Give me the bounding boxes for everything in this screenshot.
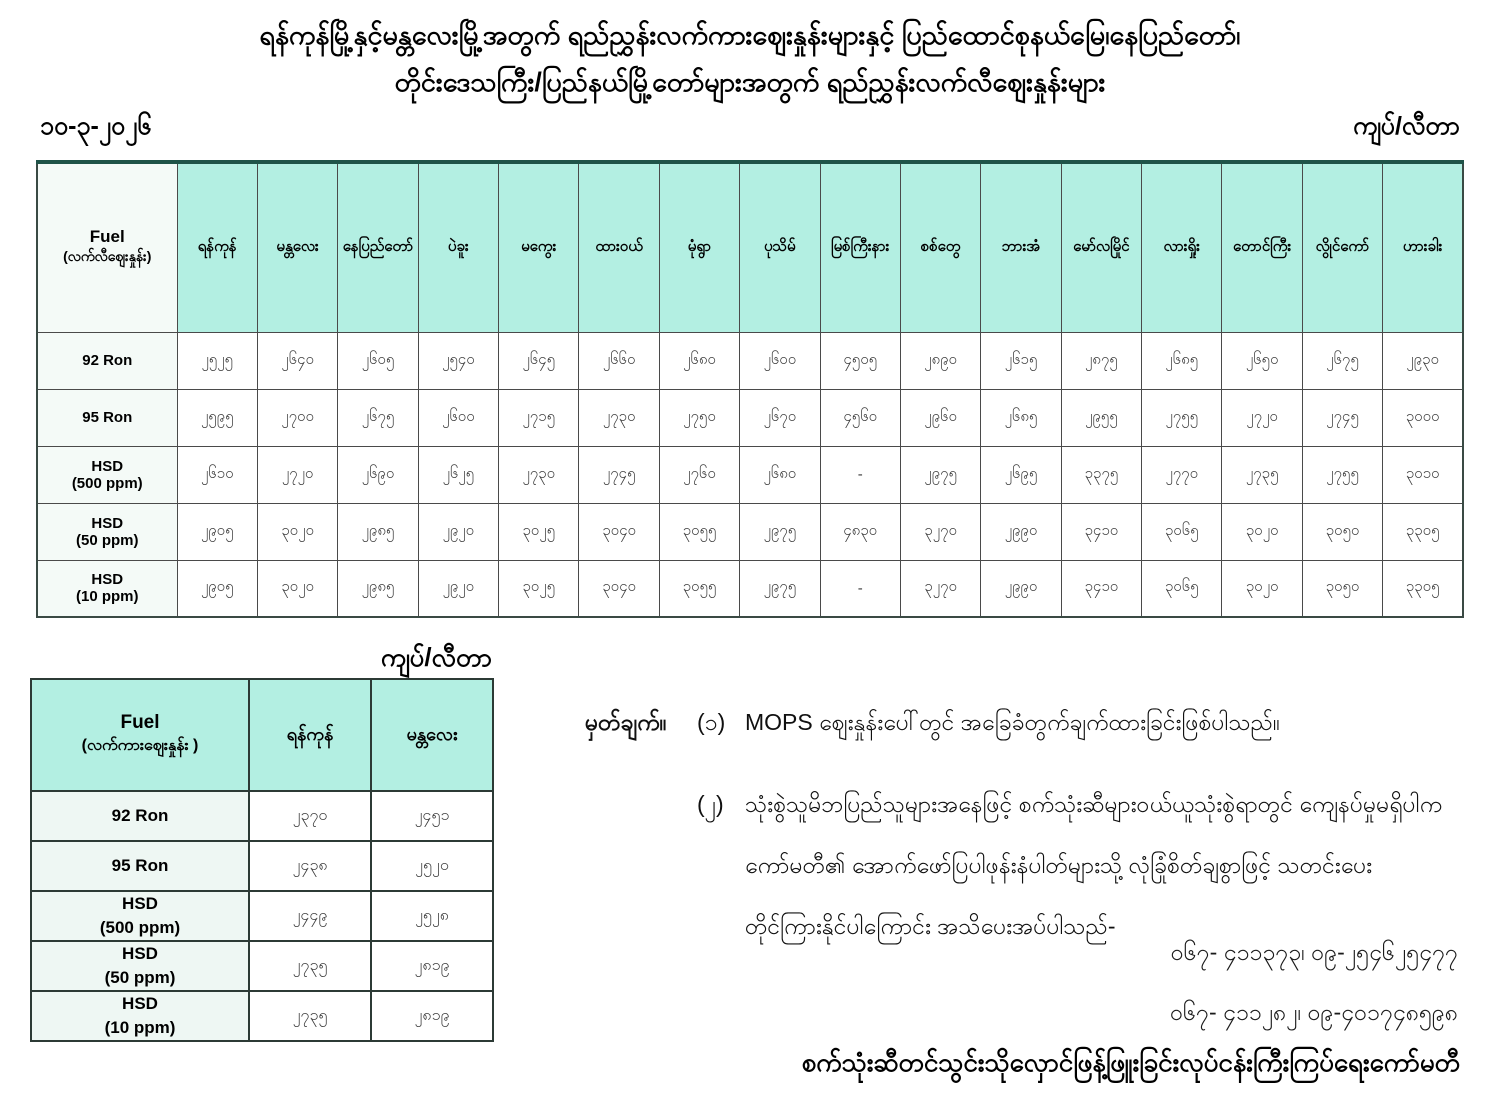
price-cell: ၂၆၉၀ xyxy=(338,446,418,503)
city-header-loikaw: လွိုင်ကော် xyxy=(1302,162,1382,332)
price-cell: ၃၀၄၀ xyxy=(579,560,659,617)
fuel-row-label xyxy=(37,446,177,503)
price-cell: ၃၂၇၀ xyxy=(900,560,980,617)
price-cell: ၃၀၅၀ xyxy=(1302,503,1382,560)
fuel-row-label-line1: HSD xyxy=(122,894,158,913)
city-header-yangon: ရန်ကုန် xyxy=(249,679,371,791)
price-cell: ၂၆၈၅ xyxy=(1142,332,1222,389)
fuel-header-line2: (လက်လီဈေးနှုန်း) xyxy=(63,248,152,265)
price-cell: ၂၆၈၀ xyxy=(659,332,739,389)
city-header-bago: ပဲခူး xyxy=(418,162,498,332)
fuel-row-label xyxy=(37,503,177,560)
fuel-row-label-line2: (500 ppm) xyxy=(71,474,143,492)
city-header-mandalay: မန္တလေး xyxy=(371,679,493,791)
price-cell: ၂၆၇၅ xyxy=(1302,332,1382,389)
fuel-row-label-line1: HSD xyxy=(91,571,124,589)
price-cell: ၄၅၆၀ xyxy=(820,389,900,446)
city-header-pathein: ပုသိမ် xyxy=(740,162,820,332)
price-cell: ၂၆၀၀ xyxy=(740,332,820,389)
fuel-row-label-line2: (10 ppm) xyxy=(104,1018,176,1037)
price-cell: ၃၀၆၅ xyxy=(1142,560,1222,617)
fuel-header-line1: Fuel xyxy=(89,227,125,247)
price-cell: ၂၆၂၅ xyxy=(418,446,498,503)
fuel-header-cell xyxy=(37,162,177,332)
price-cell: ၂၉၉၀ xyxy=(981,503,1061,560)
price-cell: ၂၉၇၅ xyxy=(740,560,820,617)
fuel-row-label-line1: HSD xyxy=(122,994,158,1013)
price-cell: ၂၇၄၅ xyxy=(1302,389,1382,446)
committee-name: စက်သုံးဆီတင်သွင်းသိုလှောင်ဖြန့်ဖြူးခြင်းလုပ်ငန်းကြီးကြပ်ရေးကော်မတီ xyxy=(801,1047,1460,1077)
price-cell: ၂၇၄၅ xyxy=(579,446,659,503)
title-line2: တိုင်းဒေသကြီး/ပြည်နယ်မြို့တော်များအတွက် ရည်ညွှန်းလက်လီဈေးနှုန်းများ xyxy=(394,67,1106,97)
retail-row-95ron xyxy=(37,389,1463,446)
report-date: ၁၀-၃-၂၀၂၆ xyxy=(40,112,152,140)
price-cell: ၂၆၀၀ xyxy=(418,389,498,446)
fuel-row-label-line1: 95 Ron xyxy=(82,409,133,426)
price-cell: ၃၃၇၅ xyxy=(1061,446,1141,503)
price-cell: ၂၆၇၀ xyxy=(740,389,820,446)
retail-row-hsd10 xyxy=(37,560,1463,617)
price-cell: ၃၄၁၀ xyxy=(1061,560,1141,617)
price-cell: ၂၇၁၅ xyxy=(499,389,579,446)
price-cell: ၂၆၅၀ xyxy=(1222,332,1302,389)
note-2-number: (၂) xyxy=(697,791,724,817)
price-cell: ၃၂၇၀ xyxy=(900,503,980,560)
price-cell: ၂၅၂၈ xyxy=(371,891,493,941)
fuel-row-label xyxy=(31,791,249,841)
fuel-row-label-line1: HSD xyxy=(122,944,158,963)
price-cell: ၂၇၃၅ xyxy=(1222,446,1302,503)
price-cell: ၃၃၀၅ xyxy=(1383,560,1463,617)
price-cell: ၂၇၃၀ xyxy=(499,446,579,503)
price-cell: ၃၀၂၅ xyxy=(499,503,579,560)
price-cell: ၃၀၀၀ xyxy=(1383,389,1463,446)
price-cell: ၄၈၃၀ xyxy=(820,503,900,560)
price-cell: ၂၇၅၀ xyxy=(659,389,739,446)
price-cell: ၄၅၀၅ xyxy=(820,332,900,389)
price-cell: ၂၇၅၅ xyxy=(1302,446,1382,503)
price-cell: ၂၆၄၅ xyxy=(499,332,579,389)
city-header-taunggyi: တောင်ကြီး xyxy=(1222,162,1302,332)
retail-header-row xyxy=(37,162,1463,332)
price-cell: ၃၀၅၅ xyxy=(659,560,739,617)
phone-line-1: ၀၆၇- ၄၁၁၃၇၃၊ ၀၉-၂၅၄၆၂၅၄၇၇ xyxy=(1170,939,1458,965)
price-cell: ၂၇၃၅ xyxy=(249,941,371,991)
wholesale-row-95ron xyxy=(31,841,493,891)
price-cell: ၃၀၄၀ xyxy=(579,503,659,560)
city-header-mandalay: မန္တလေး xyxy=(257,162,337,332)
price-cell: - xyxy=(820,446,900,503)
price-cell: ၂၉၀၅ xyxy=(177,503,257,560)
fuel-row-label xyxy=(37,332,177,389)
retail-row-92ron xyxy=(37,332,1463,389)
price-cell: ၂၉၆၀ xyxy=(900,389,980,446)
fuel-row-label-line1: 92 Ron xyxy=(111,806,169,825)
fuel-row-label xyxy=(37,389,177,446)
phone-numbers xyxy=(1170,922,1458,1042)
price-cell: ၂၇၂၀ xyxy=(1222,389,1302,446)
price-cell: ၂၈၁၉ xyxy=(371,941,493,991)
fuel-row-label xyxy=(31,991,249,1041)
city-header-mawlamyine: မော်လမြိုင် xyxy=(1061,162,1141,332)
wholesale-row-hsd500 xyxy=(31,891,493,941)
city-header-yangon: ရန်ကုန် xyxy=(177,162,257,332)
fuel-header-line2: (လက်ကားဈေးနှုန်း ) xyxy=(81,737,199,754)
fuel-row-label-line1: 92 Ron xyxy=(82,352,133,369)
price-cell: ၂၉၀၅ xyxy=(177,560,257,617)
price-cell: - xyxy=(820,560,900,617)
title-line1: ရန်ကုန်မြို့နှင့်မန္တလေးမြို့အတွက် ရည်ညွှန်းလက်ကားဈေးနှုန်းများနှင့် ပြည်ထောင်စုနယ်မြေ၊နေပြည်တော်၊ xyxy=(259,20,1241,50)
fuel-header-line1: Fuel xyxy=(120,712,160,733)
price-cell: ၂၆၁၀ xyxy=(177,446,257,503)
city-header-monywa: မုံရွာ xyxy=(659,162,739,332)
price-cell: ၂၉၉၀ xyxy=(981,560,1061,617)
retail-price-table xyxy=(36,160,1464,618)
price-cell: ၂၉၂၀ xyxy=(418,503,498,560)
city-header-hpaan: ဘားအံ xyxy=(981,162,1061,332)
price-cell: ၂၆၈၀ xyxy=(740,446,820,503)
fuel-header-cell xyxy=(31,679,249,791)
notes-section xyxy=(585,700,1500,957)
fuel-row-label xyxy=(31,891,249,941)
city-header-lashio: လားရှိုး xyxy=(1142,162,1222,332)
note-1-number: (၁) xyxy=(697,709,726,735)
wholesale-row-92ron xyxy=(31,791,493,841)
phone-line-2: ၀၆၇- ၄၁၁၂၈၂၊ ၀၉-၄၀၁၇၄၈၅၉၈ xyxy=(1170,999,1458,1025)
price-cell: ၂၆၈၅ xyxy=(981,389,1061,446)
price-cell: ၃၀၁၀ xyxy=(1383,446,1463,503)
wholesale-row-hsd10 xyxy=(31,991,493,1041)
city-header-myitkyina: မြစ်ကြီးနား xyxy=(820,162,900,332)
price-cell: ၂၇၃၅ xyxy=(249,991,371,1041)
price-cell: ၂၅၉၅ xyxy=(177,389,257,446)
price-cell: ၂၈၉၀ xyxy=(900,332,980,389)
price-cell: ၂၅၂၅ xyxy=(177,332,257,389)
price-cell: ၂၉၈၅ xyxy=(338,503,418,560)
retail-row-hsd500 xyxy=(37,446,1463,503)
retail-row-hsd50 xyxy=(37,503,1463,560)
fuel-row-label xyxy=(31,841,249,891)
price-cell: ၃၄၁၀ xyxy=(1061,503,1141,560)
price-cell: ၂၆၇၅ xyxy=(338,389,418,446)
price-cell: ၂၉၅၅ xyxy=(1061,389,1141,446)
price-cell: ၂၄၄၉ xyxy=(249,891,371,941)
unit-label-top: ကျပ်/လီတာ xyxy=(1353,112,1460,140)
fuel-row-label-line1: 95 Ron xyxy=(111,856,169,875)
city-header-naypyitaw: နေပြည်တော် xyxy=(338,162,418,332)
note-2-line2: ကော်မတီ၏ အောက်ဖော်ပြပါဖုန်းနံပါတ်များသို့ လုံခြုံစိတ်ချစွာဖြင့် သတင်းပေး xyxy=(745,852,1373,878)
price-cell: ၂၆၄၀ xyxy=(257,332,337,389)
price-cell: ၂၅၄၀ xyxy=(418,332,498,389)
price-cell: ၂၇၆၀ xyxy=(659,446,739,503)
wholesale-price-table xyxy=(30,678,494,1042)
fuel-row-label-line2: (10 ppm) xyxy=(75,588,139,606)
wholesale-row-hsd50 xyxy=(31,941,493,991)
price-cell: ၃၀၂၀ xyxy=(257,560,337,617)
note-item-1 xyxy=(585,700,1500,744)
unit-label-wholesale: ကျပ်/လီတာ xyxy=(380,642,492,672)
price-cell: ၃၀၅၀ xyxy=(1302,560,1382,617)
city-header-sittwe: စစ်တွေ xyxy=(900,162,980,332)
price-cell: ၂၉၂၀ xyxy=(418,560,498,617)
price-cell: ၂၇၃၀ xyxy=(579,389,659,446)
note-2-line3: တိုင်ကြားနိုင်ပါကြောင်း အသိပေးအပ်ပါသည်- xyxy=(745,913,1116,939)
price-cell: ၃၀၂၀ xyxy=(1222,503,1302,560)
price-cell: ၂၇၇၀ xyxy=(1142,446,1222,503)
price-cell: ၂၅၂၀ xyxy=(371,841,493,891)
price-cell: ၂၆၁၅ xyxy=(981,332,1061,389)
price-cell: ၂၄၃၈ xyxy=(249,841,371,891)
fuel-row-label-line2: (500 ppm) xyxy=(99,918,181,937)
price-cell: ၂၈၁၉ xyxy=(371,991,493,1041)
fuel-row-label-line2: (50 ppm) xyxy=(104,968,176,987)
price-cell: ၂၈၇၅ xyxy=(1061,332,1141,389)
price-cell: ၃၀၅၅ xyxy=(659,503,739,560)
price-cell: ၂၄၅၁ xyxy=(371,791,493,841)
price-cell: ၂၆၉၅ xyxy=(981,446,1061,503)
fuel-row-label xyxy=(31,941,249,991)
price-cell: ၂၉၈၅ xyxy=(338,560,418,617)
price-cell: ၃၃၀၅ xyxy=(1383,503,1463,560)
city-header-hakha: ဟားခါး xyxy=(1383,162,1463,332)
price-cell: ၂၇၅၅ xyxy=(1142,389,1222,446)
price-cell: ၃၀၂၅ xyxy=(499,560,579,617)
price-cell: ၂၉၇၅ xyxy=(900,446,980,503)
price-cell: ၂၆၆၀ xyxy=(579,332,659,389)
city-header-magway: မကွေး xyxy=(499,162,579,332)
wholesale-header-row xyxy=(31,679,493,791)
price-cell: ၃၀၂၀ xyxy=(1222,560,1302,617)
price-cell: ၂၃၇၀ xyxy=(249,791,371,841)
price-cell: ၃၀၂၀ xyxy=(257,503,337,560)
note-2-line1: သုံးစွဲသူမိဘပြည်သူများအနေဖြင့် စက်သုံးဆီများဝယ်ယူသုံးစွဲရာတွင် ကျေနပ်မှုမရှိပါက xyxy=(745,791,1443,817)
fuel-row-label-line1: HSD xyxy=(91,457,124,475)
fuel-row-label-line1: HSD xyxy=(91,514,124,532)
price-cell: ၃၀၆၅ xyxy=(1142,503,1222,560)
notes-heading: မှတ်ချက်။ xyxy=(585,709,667,735)
price-cell: ၂၇၂၀ xyxy=(257,446,337,503)
note-1-text: MOPS ဈေးနှုန်းပေါ်တွင် အခြေခံတွက်ချက်ထားခြင်းဖြစ်ပါသည်။ xyxy=(745,709,1280,735)
city-header-dawei: ထားဝယ် xyxy=(579,162,659,332)
fuel-row-label-line2: (50 ppm) xyxy=(75,531,139,549)
price-cell: ၂၆၀၅ xyxy=(338,332,418,389)
price-cell: ၂၇၀၀ xyxy=(257,389,337,446)
price-cell: ၂၉၃၀ xyxy=(1383,332,1463,389)
fuel-row-label xyxy=(37,560,177,617)
price-cell: ၂၉၇၅ xyxy=(740,503,820,560)
page-title xyxy=(0,12,1500,106)
